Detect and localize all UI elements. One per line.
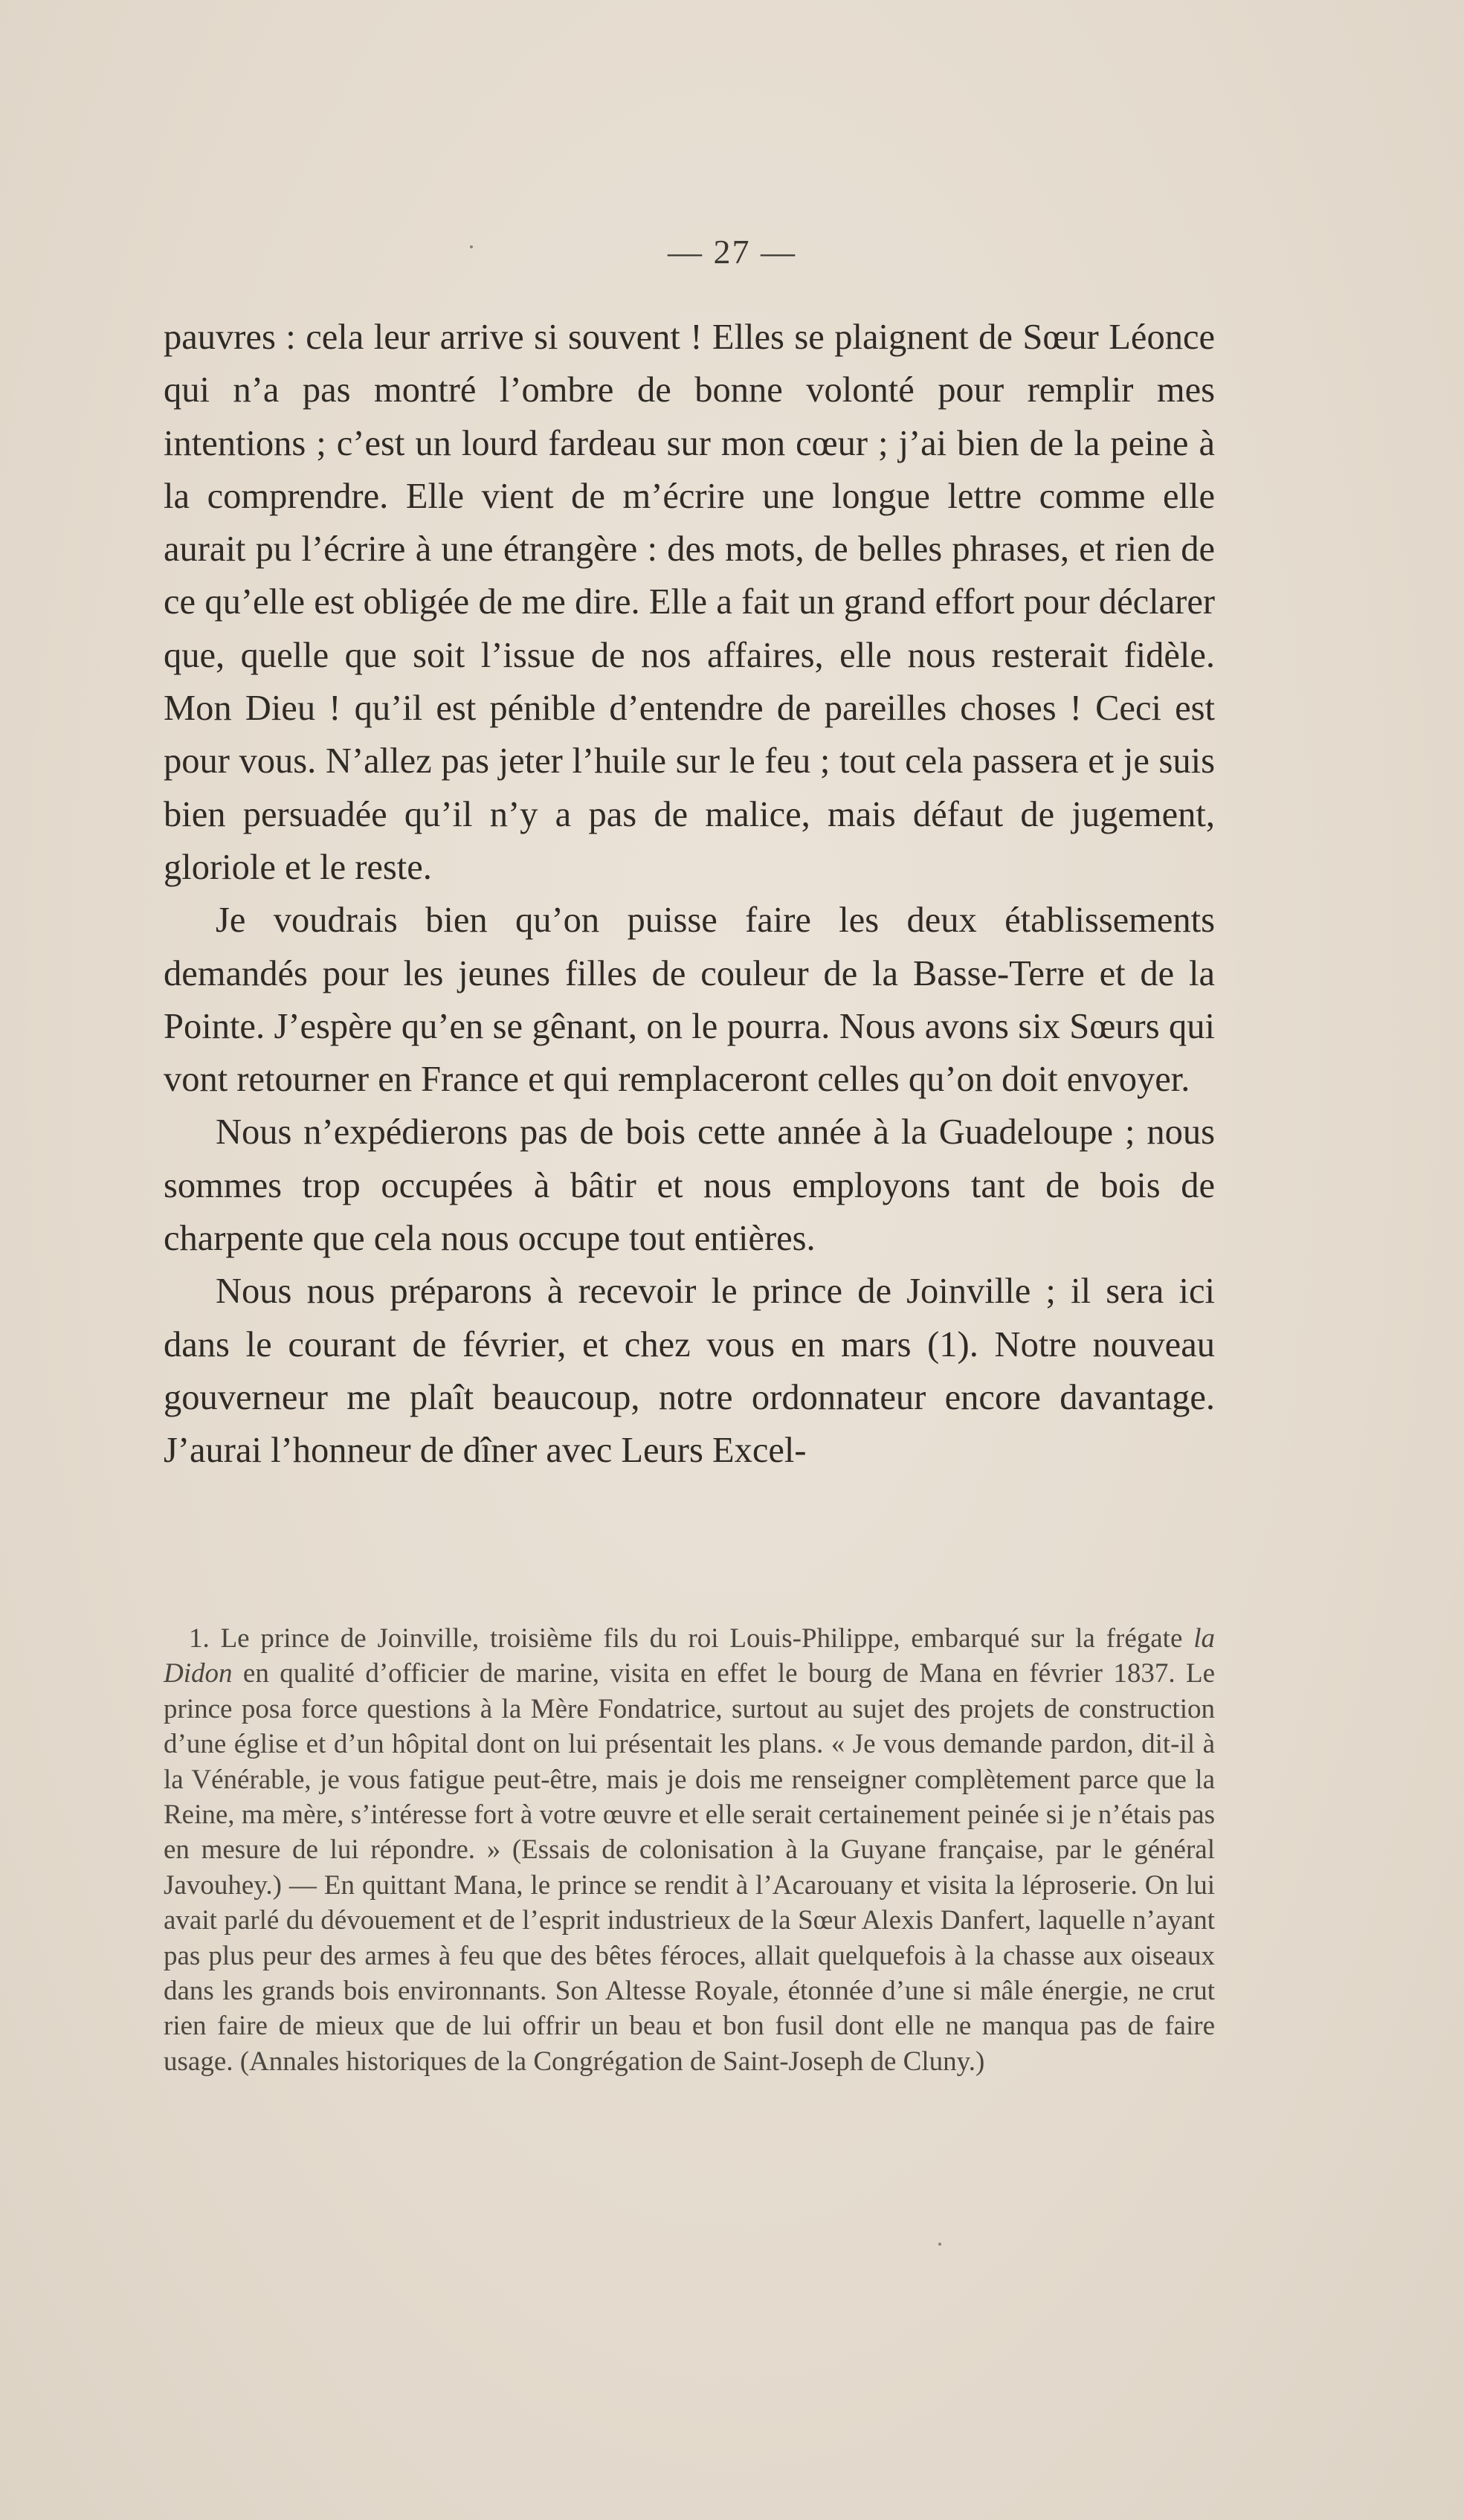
page-number: — 27 — <box>668 233 796 271</box>
footnote-ship-name: la Didon <box>164 1623 1215 1689</box>
paragraph-4: Nous nous préparons à recevoir le prince de Joinville ; il sera ici dans le courant de février, et chez vous en mars (1). Notre nouveau gouverneur me plaît beaucoup, notre ordonnateur encore davantage. J’aurai l’honneur de dîner avec Leurs Excel- <box>164 1272 1215 1471</box>
footnote <box>164 1621 1215 2079</box>
main-text <box>164 311 1215 1477</box>
footnote-text-start: 1. Le prince de Joinville, troisième fils du roi Louis-Philippe, embarqué sur la frégate <box>189 1623 1194 1654</box>
paragraph-3: Nous n’expédierons pas de bois cette année à la Guadeloupe ; nous sommes trop occupées à bâtir et nous employons tant de bois de charpente que cela nous occupe tout entières. <box>164 1112 1215 1259</box>
paragraph-2: Je voudrais bien qu’on puisse faire les deux établissements demandés pour les jeunes filles de couleur de la Basse-Terre et de la Pointe. J’espère qu’en se gênant, on le pourra. Nous avons six Sœurs qui vont retourner en France et qui remplaceront celles qu’on doit envoyer. <box>164 900 1215 1100</box>
paragraph-1: pauvres : cela leur arrive si souvent ! Elles se plaignent de Sœur Léonce qui n’a pas montré l’ombre de bonne volonté pour remplir mes intentions ; c’est un lourd fardeau sur mon cœur ; j’ai bien de la peine à la comprendre. Elle vient de m’écrire une longue lettre comme elle aurait pu l’écrire à une étrangère : des mots, de belles phrases, et rien de ce qu’elle est obligée de me dire. Elle a fait un grand effort pour déclarer que, quelle que soit l’issue de nos affaires, elle nous resterait fidèle. Mon Dieu ! qu’il est pénible d’entendre de pareilles choses ! Ceci est pour vous. N’allez pas jeter l’huile sur le feu ; tout cela passera et je suis bien persuadée qu’il n’y a pas de malice, mais défaut de jugement, gloriole et le reste. <box>164 318 1215 887</box>
paper-speck <box>938 2243 941 2246</box>
footnote-text-rest: en qualité d’officier de marine, visita en effet le bourg de Mana en février 1837. Le prince posa force questions à la Mère Fondatrice, surtout au sujet des projets de construction d’une église et d’un hôpital dont on lui présentait les plans. « Je vous demande pardon, dit-il à la Vénérable, je vous fatigue peut-être, mais je dois me renseigner complètement parce que la Reine, ma mère, s’intéresse fort à votre œuvre et elle serait certainement peinée si je n’étais pas en mesure de lui répondre. » (Essais de colonisation à la Guyane française, par le général Javouhey.) — En quittant Mana, le prince se rendit à l’Acarouany et visita la léproserie. On lui avait parlé du dévouement et de l’esprit industrieux de la Sœur Alexis Danfert, laquelle n’ayant pas plus peur des armes à feu que des bêtes féroces, allait quelquefois à la chasse aux oiseaux dans les grands bois environnants. Son Altesse Royale, étonnée d’une si mâle énergie, ne crut rien faire de mieux que de lui offrir un beau et bon fusil dont elle ne manqua pas de faire usage. (Annales historiques de la Congrégation de Saint-Joseph de Cluny.) <box>164 1658 1215 2077</box>
